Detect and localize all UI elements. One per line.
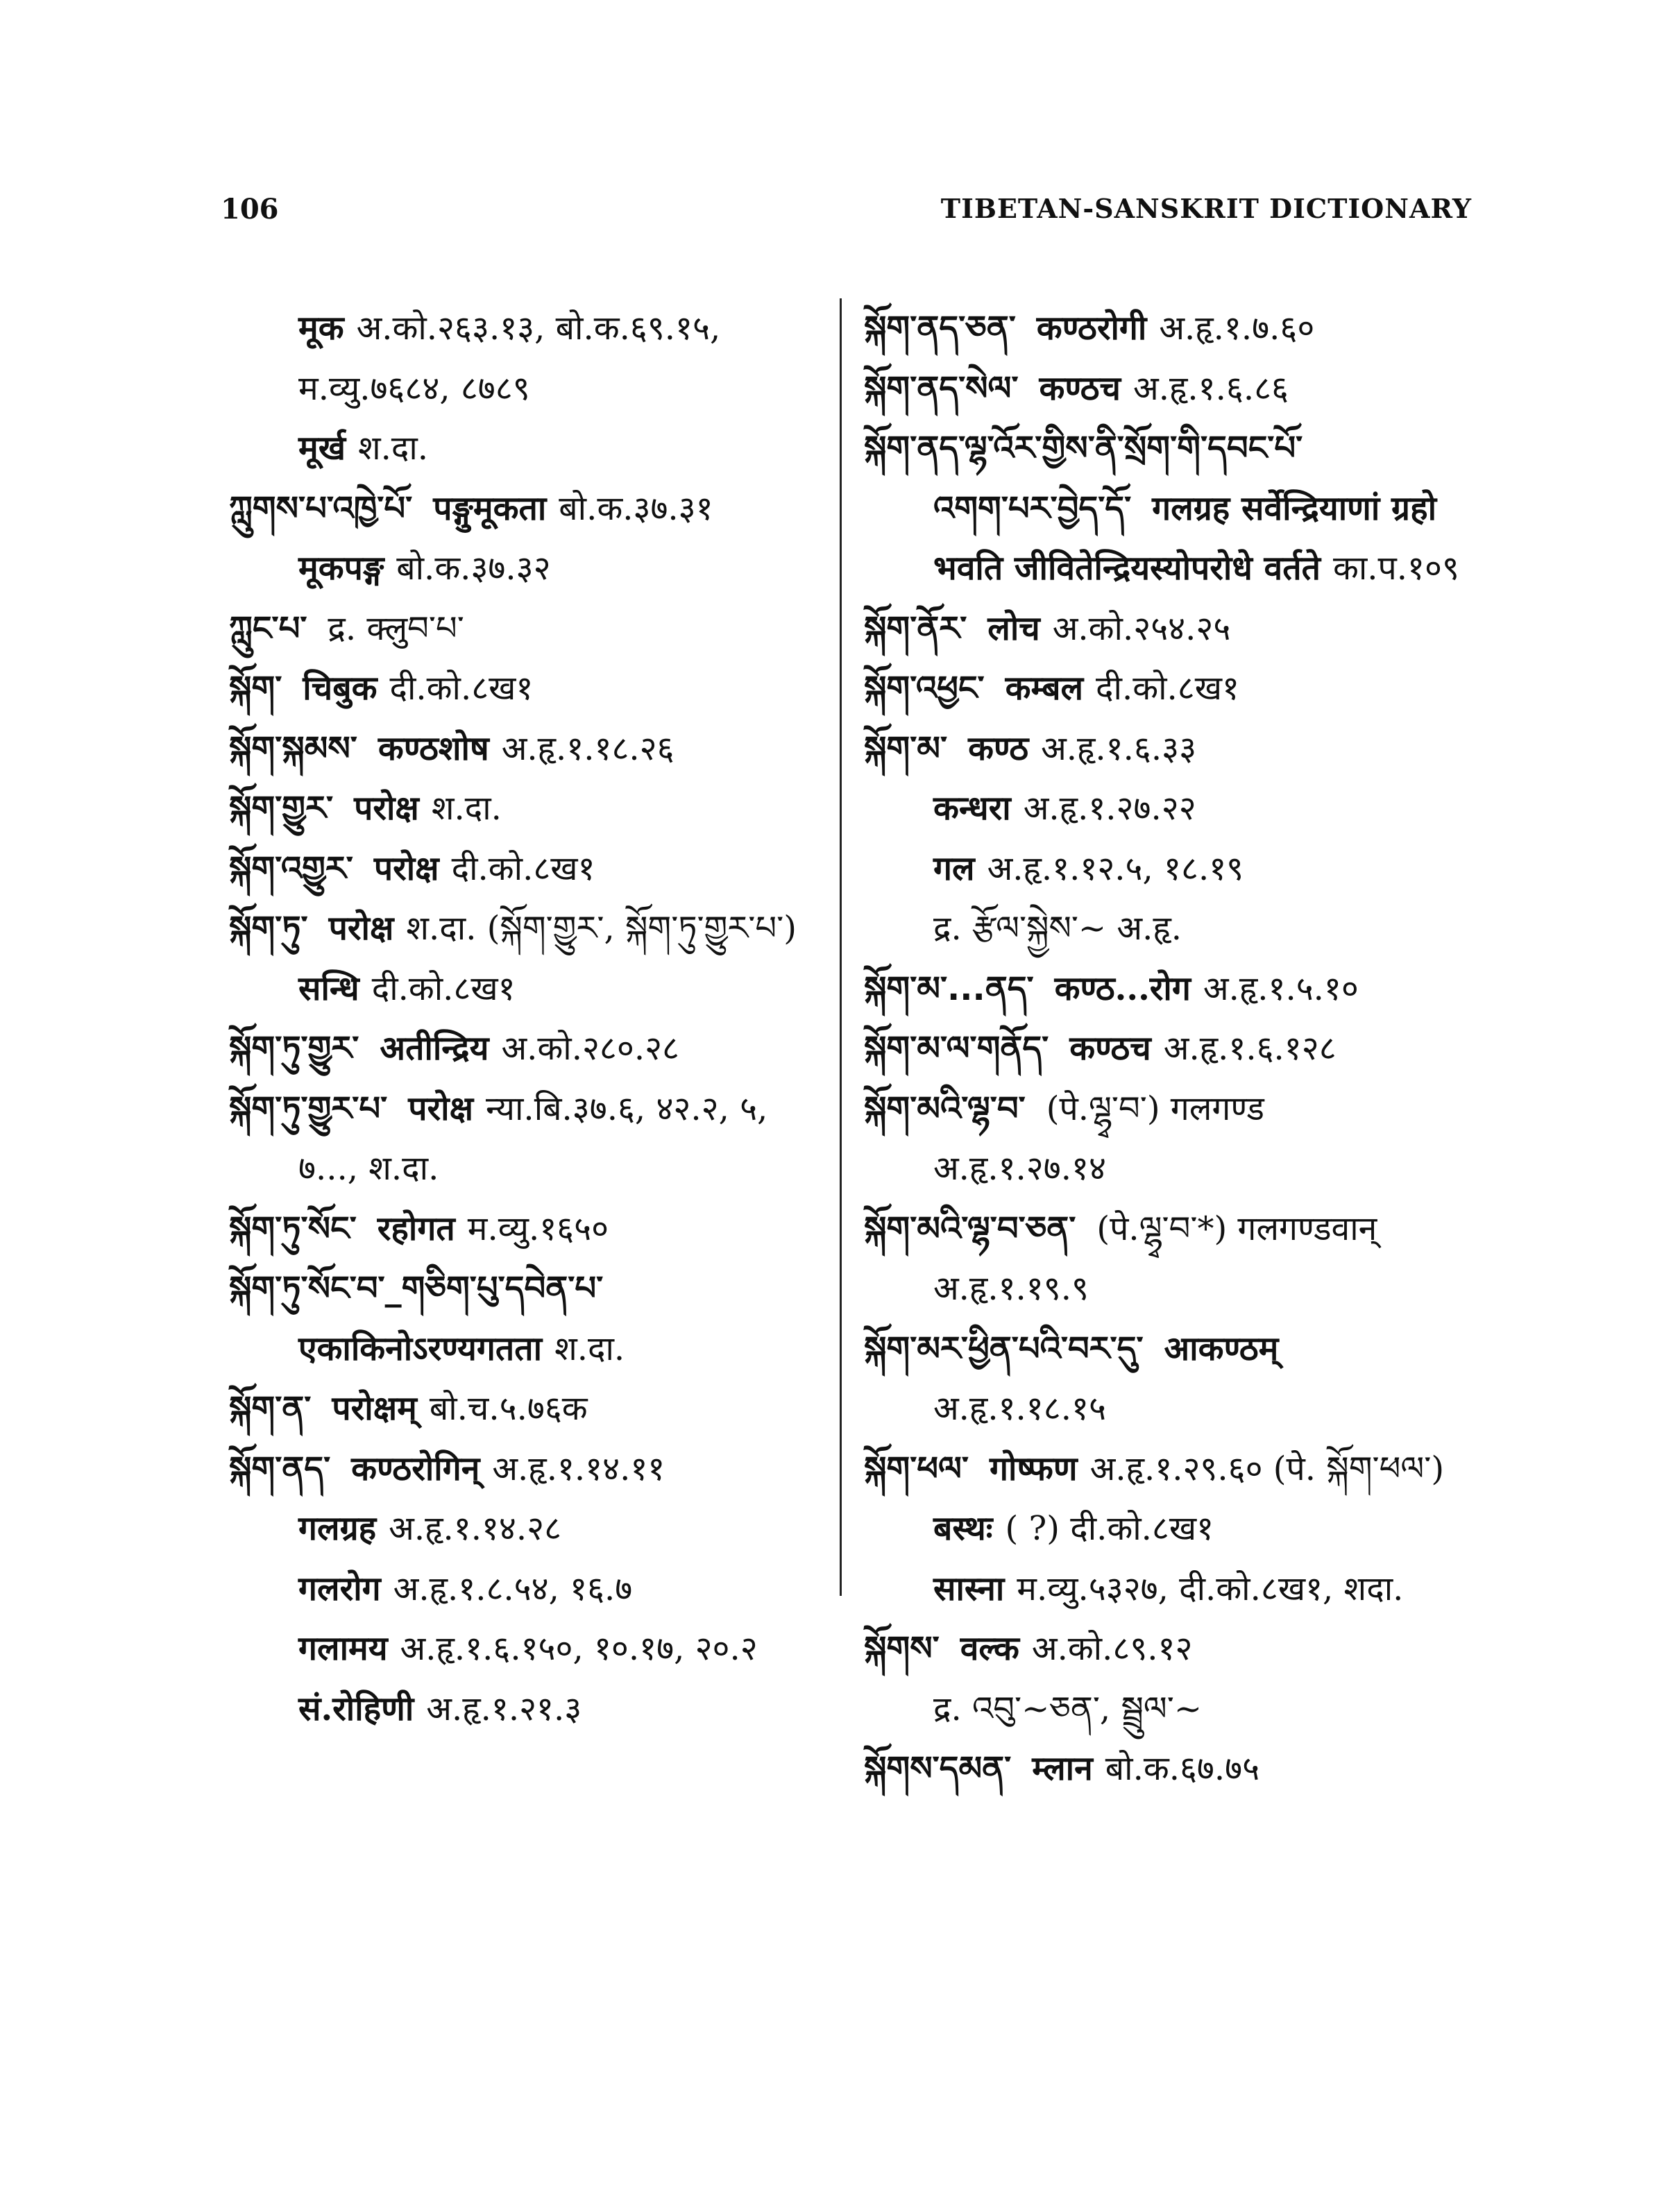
tibetan-headword: སྐོགས་ (864, 1629, 940, 1668)
sanskrit-equivalent: परोक्ष (328, 909, 394, 948)
sanskrit-equivalent: बस्थः (933, 1509, 993, 1548)
source-reference: बो.क.३७.३१ (559, 488, 713, 528)
source-reference: दी.को.८ख१ (1096, 669, 1239, 708)
dictionary-entry (864, 1499, 1488, 1559)
sanskrit-equivalent: गलरोग (298, 1569, 381, 1608)
dictionary-entry (229, 899, 826, 959)
page-number: 106 (221, 193, 279, 226)
tibetan-headword: སྐོག་ཏུ་གྱུར་པ་ (229, 1089, 388, 1128)
tibetan-headword: སྐོག་ནོར་ (864, 609, 967, 648)
sanskrit-equivalent: मूर्ख (298, 429, 346, 468)
tibetan-headword: སྐོག་མ་ (864, 729, 948, 768)
source-reference: म.व्यु.७६८४, ८७८९ (298, 368, 530, 408)
sanskrit-equivalent: एकाकिनोऽरण्यगतता (298, 1329, 543, 1368)
dictionary-entry (864, 899, 1488, 959)
tibetan-headword: སྐོག་ནད་ཅན་ (864, 309, 1016, 348)
dictionary-entry (864, 359, 1488, 419)
source-reference: अ.को.८९.१२ (1031, 1629, 1193, 1668)
source-reference: न्या.बि.३७.६, ४२.२, ५, (486, 1089, 768, 1128)
sanskrit-equivalent: कण्ठ (968, 729, 1029, 768)
dictionary-entry (864, 298, 1488, 359)
source-reference: ७..., श.दा. (298, 1149, 439, 1188)
sanskrit-equivalent: परोक्ष (408, 1089, 473, 1128)
source-reference: अ.हृ.१.७.६० (1159, 309, 1315, 348)
sanskrit-equivalent: कन्धरा (933, 789, 1011, 828)
source-reference: दी.को.८ख१ (389, 669, 534, 708)
dictionary-entry (229, 359, 826, 419)
source-reference: अ.हृ.१.१८.१५ (933, 1389, 1106, 1428)
source-reference: म.व्यु.१६५० (467, 1209, 609, 1248)
source-reference: अ.हृ.१.८.५४, १६.७ (393, 1569, 633, 1608)
sanskrit-equivalent: पङ्गुमूकता (433, 488, 547, 528)
dictionary-entry (229, 1619, 826, 1679)
sanskrit-equivalent: गल (933, 849, 975, 888)
tibetan-headword: སྐོག་ནད་ལྷ་འོར་གྱིས་ནི་སྲོག་གི་དབང་པོ་ (864, 429, 1303, 468)
dictionary-entry (229, 1079, 826, 1139)
sanskrit-equivalent: कम्बल (1005, 669, 1084, 708)
tibetan-headword: ཀླུང་པ་ (229, 609, 307, 648)
tibetan-headword: སྐོགས་དམན་ (864, 1749, 1012, 1788)
tibetan-headword: སྐོག་སྐམས་ (229, 729, 357, 768)
sanskrit-equivalent: रहोगत (377, 1209, 455, 1248)
dictionary-entry (229, 1379, 826, 1439)
dictionary-entry (229, 1499, 826, 1559)
sanskrit-equivalent: कण्ठरोगी (1036, 309, 1147, 348)
dictionary-entry (229, 479, 826, 539)
dictionary-entry (229, 538, 826, 599)
running-title: TIBETAN-SANSKRIT DICTIONARY (940, 193, 1472, 224)
dictionary-entry (864, 779, 1488, 839)
source-reference: अ.हृ.१.२७.१४ (933, 1149, 1106, 1188)
source-reference: अ.हृ.१.१४.११ (492, 1449, 665, 1488)
column-divider (840, 298, 842, 1596)
dictionary-entry (229, 1139, 826, 1199)
sanskrit-equivalent: कण्ठ...रोग (1054, 969, 1191, 1008)
source-reference: श.दा. (554, 1329, 625, 1368)
source-reference: अ.हृ.१.५.१० (1203, 969, 1359, 1008)
source-reference: द्र. རྩོལ་སྐྱེས་~ अ.हृ. (933, 909, 1182, 948)
sanskrit-equivalent: सन्धि (298, 969, 359, 1008)
source-reference: बो.च.५.७६क (429, 1389, 588, 1428)
sanskrit-equivalent: मूकपङ्ग (298, 549, 384, 588)
source-reference: ( ?) दी.को.८ख१ (1005, 1509, 1214, 1548)
sanskrit-equivalent: वल्क (960, 1629, 1019, 1668)
dictionary-entry (864, 1199, 1488, 1259)
source-reference: अ.को.२५४.२५ (1052, 609, 1231, 648)
tibetan-headword: སྐོག་མའི་ལྷ་བ་ཅན་ (864, 1209, 1076, 1248)
dictionary-entry (864, 599, 1488, 659)
right-column (864, 298, 1488, 1799)
sanskrit-equivalent: गलामय (298, 1629, 388, 1668)
source-reference: दी.को.८ख१ (371, 969, 516, 1008)
dictionary-entry (864, 658, 1488, 719)
dictionary-entry (229, 1439, 826, 1499)
dictionary-entry (229, 658, 826, 719)
tibetan-headword: སྐོག་འཕྱང་ (864, 669, 985, 708)
dictionary-entry (864, 479, 1488, 539)
sanskrit-equivalent: भवति जीवितेन्द्रियस्योपरोधे वर्तते (933, 549, 1321, 588)
tibetan-headword: སྐོག་ཏུ་ (229, 909, 308, 948)
dictionary-entry (229, 1259, 826, 1319)
sanskrit-equivalent: अतीन्द्रिय (380, 1029, 489, 1068)
tibetan-headword: སྐོག་མར་ཕྱིན་པའི་བར་དུ་ (864, 1329, 1144, 1368)
source-reference: (पे.ལྷྭ་བ་*) गलगण्डवान् (1096, 1209, 1377, 1248)
tibetan-headword: འགག་པར་བྱེད་དོ་ (933, 488, 1132, 528)
source-reference: अ.हृ.१.१२.५, १८.१९ (987, 849, 1244, 888)
tibetan-headword: སྐོག་ (229, 669, 282, 708)
source-reference: अ.हृ.१.२१.३ (426, 1689, 582, 1728)
sanskrit-equivalent: कण्ठरोगिन् (351, 1449, 480, 1488)
sanskrit-equivalent: लोच (987, 609, 1040, 648)
sanskrit-equivalent: गोष्फण (990, 1449, 1078, 1488)
dictionary-entry (864, 1139, 1488, 1199)
sanskrit-equivalent: कण्ठच (1039, 368, 1121, 408)
source-reference: अ.को.२६३.१३, बो.क.६९.१५, (356, 309, 721, 348)
source-reference: अ.हृ.१.६.३३ (1041, 729, 1197, 768)
dictionary-entry (229, 839, 826, 899)
dictionary-entry (229, 298, 826, 359)
sanskrit-equivalent: सं.रोहिणी (298, 1689, 414, 1728)
tibetan-headword: སྐོག་ནད་སེལ་ (864, 368, 1019, 408)
source-reference: अ.को.२८०.२८ (501, 1029, 680, 1068)
left-column (229, 298, 826, 1739)
dictionary-entry (864, 1019, 1488, 1079)
source-reference: का.प.१०९ (1332, 549, 1459, 588)
source-reference: अ.हृ.१.६.१२८ (1163, 1029, 1337, 1068)
source-reference: अ.हृ.१.२९.६० (पे. སྐོག་ཕལ་) (1089, 1449, 1445, 1488)
dictionary-entry (864, 1739, 1488, 1799)
dictionary-entry (229, 779, 826, 839)
dictionary-entry (864, 1559, 1488, 1619)
tibetan-headword: སྐོག་ཏུ་སོང་ (229, 1209, 357, 1248)
sanskrit-equivalent: सास्ना (933, 1569, 1005, 1608)
sanskrit-equivalent: आकण्ठम् (1164, 1329, 1279, 1368)
sanskrit-equivalent: गलग्रह सर्वेन्द्रियाणां ग्रहो (1152, 488, 1437, 528)
dictionary-entry (864, 839, 1488, 899)
source-reference: अ.हृ.१.६.१५०, १०.१७, २०.२ (400, 1629, 758, 1668)
tibetan-headword: སྐོག་ནད་ (229, 1449, 331, 1488)
dictionary-entry (864, 418, 1488, 479)
source-reference: दी.को.८ख१ (451, 849, 595, 888)
dictionary-entry (229, 1559, 826, 1619)
tibetan-headword: སྐོག་གྱུར་ (229, 789, 334, 828)
dictionary-entry (864, 1379, 1488, 1439)
dictionary-entry (229, 1679, 826, 1739)
dictionary-entry (864, 1259, 1488, 1319)
sanskrit-equivalent: परोक्ष (354, 789, 419, 828)
tibetan-headword: སྐོག་འགྱུར་ (229, 849, 353, 888)
dictionary-entry (864, 538, 1488, 599)
tibetan-headword: སྐོག་མའི་ལྷ་བ་ (864, 1089, 1026, 1128)
sanskrit-equivalent: कण्ठशोष (377, 729, 489, 768)
source-reference: म.व्यु.५३२७, दी.को.८ख१, शदा. (1017, 1569, 1404, 1608)
dictionary-entry (229, 1199, 826, 1259)
source-reference: बो.क.६७.७५ (1105, 1749, 1260, 1788)
sanskrit-equivalent: गलग्रह (298, 1509, 377, 1548)
dictionary-entry (864, 959, 1488, 1019)
source-reference: अ.हृ.१.६.८६ (1133, 368, 1289, 408)
tibetan-headword: སྐོག་མ་ལ་གནོད་ (864, 1029, 1049, 1068)
source-reference: श.दा. (སྐོག་གྱུར་, སྐོག་ཏུ་གྱུར་པ་) (406, 909, 797, 948)
dictionary-entry (864, 719, 1488, 779)
dictionary-entry (864, 1619, 1488, 1679)
sanskrit-equivalent: परोक्ष (373, 849, 439, 888)
tibetan-headword: སྐོག་ཏུ་གྱུར་ (229, 1029, 359, 1068)
tibetan-headword: སྐོག་ཏུ་སོང་བ་_གཅིག་པུ་དབེན་པ་ (229, 1269, 604, 1308)
tibetan-headword: ཀླུགས་པ་འཁྱེ་པོ་ (229, 488, 413, 528)
source-reference: अ.हृ.१.२७.२२ (1023, 789, 1196, 828)
tibetan-headword: སྐོག་ཕལ་ (864, 1449, 969, 1488)
sanskrit-equivalent: परोक्षम् (332, 1389, 417, 1428)
sanskrit-equivalent: मूक (298, 309, 344, 348)
dictionary-entry (229, 959, 826, 1019)
dictionary-entry (229, 418, 826, 479)
source-reference: द्र. क्लुབ་པ་ (328, 609, 464, 648)
dictionary-entry (229, 719, 826, 779)
source-reference: अ.हृ.१.१४.२८ (389, 1509, 562, 1548)
sanskrit-equivalent: चिबुक (303, 669, 377, 708)
source-reference: द्र. འབུ་~ཅན་, སྦྲུལ་~ (933, 1689, 1203, 1728)
source-reference: अ.हृ.१.१८.२६ (501, 729, 674, 768)
source-reference: बो.क.३७.३२ (396, 549, 551, 588)
dictionary-entry (864, 1079, 1488, 1139)
source-reference: (पे.ལྷྭ་བ་) गलगण्ड (1046, 1089, 1264, 1128)
tibetan-headword: སྐོག་ན་ (229, 1389, 312, 1428)
dictionary-entry (864, 1679, 1488, 1739)
dictionary-entry (229, 1019, 826, 1079)
sanskrit-equivalent: कण्ठच (1069, 1029, 1151, 1068)
source-reference: अ.हृ.१.१९.९ (933, 1269, 1089, 1308)
dictionary-entry (864, 1439, 1488, 1499)
source-reference: श.दा. (357, 429, 429, 468)
dictionary-entry (229, 599, 826, 659)
dictionary-entry (229, 1319, 826, 1379)
sanskrit-equivalent: म्लान (1032, 1749, 1093, 1788)
tibetan-headword: སྐོག་མ་...ནད་ (864, 969, 1034, 1008)
source-reference: श.दा. (431, 789, 502, 828)
dictionary-entry (864, 1319, 1488, 1379)
